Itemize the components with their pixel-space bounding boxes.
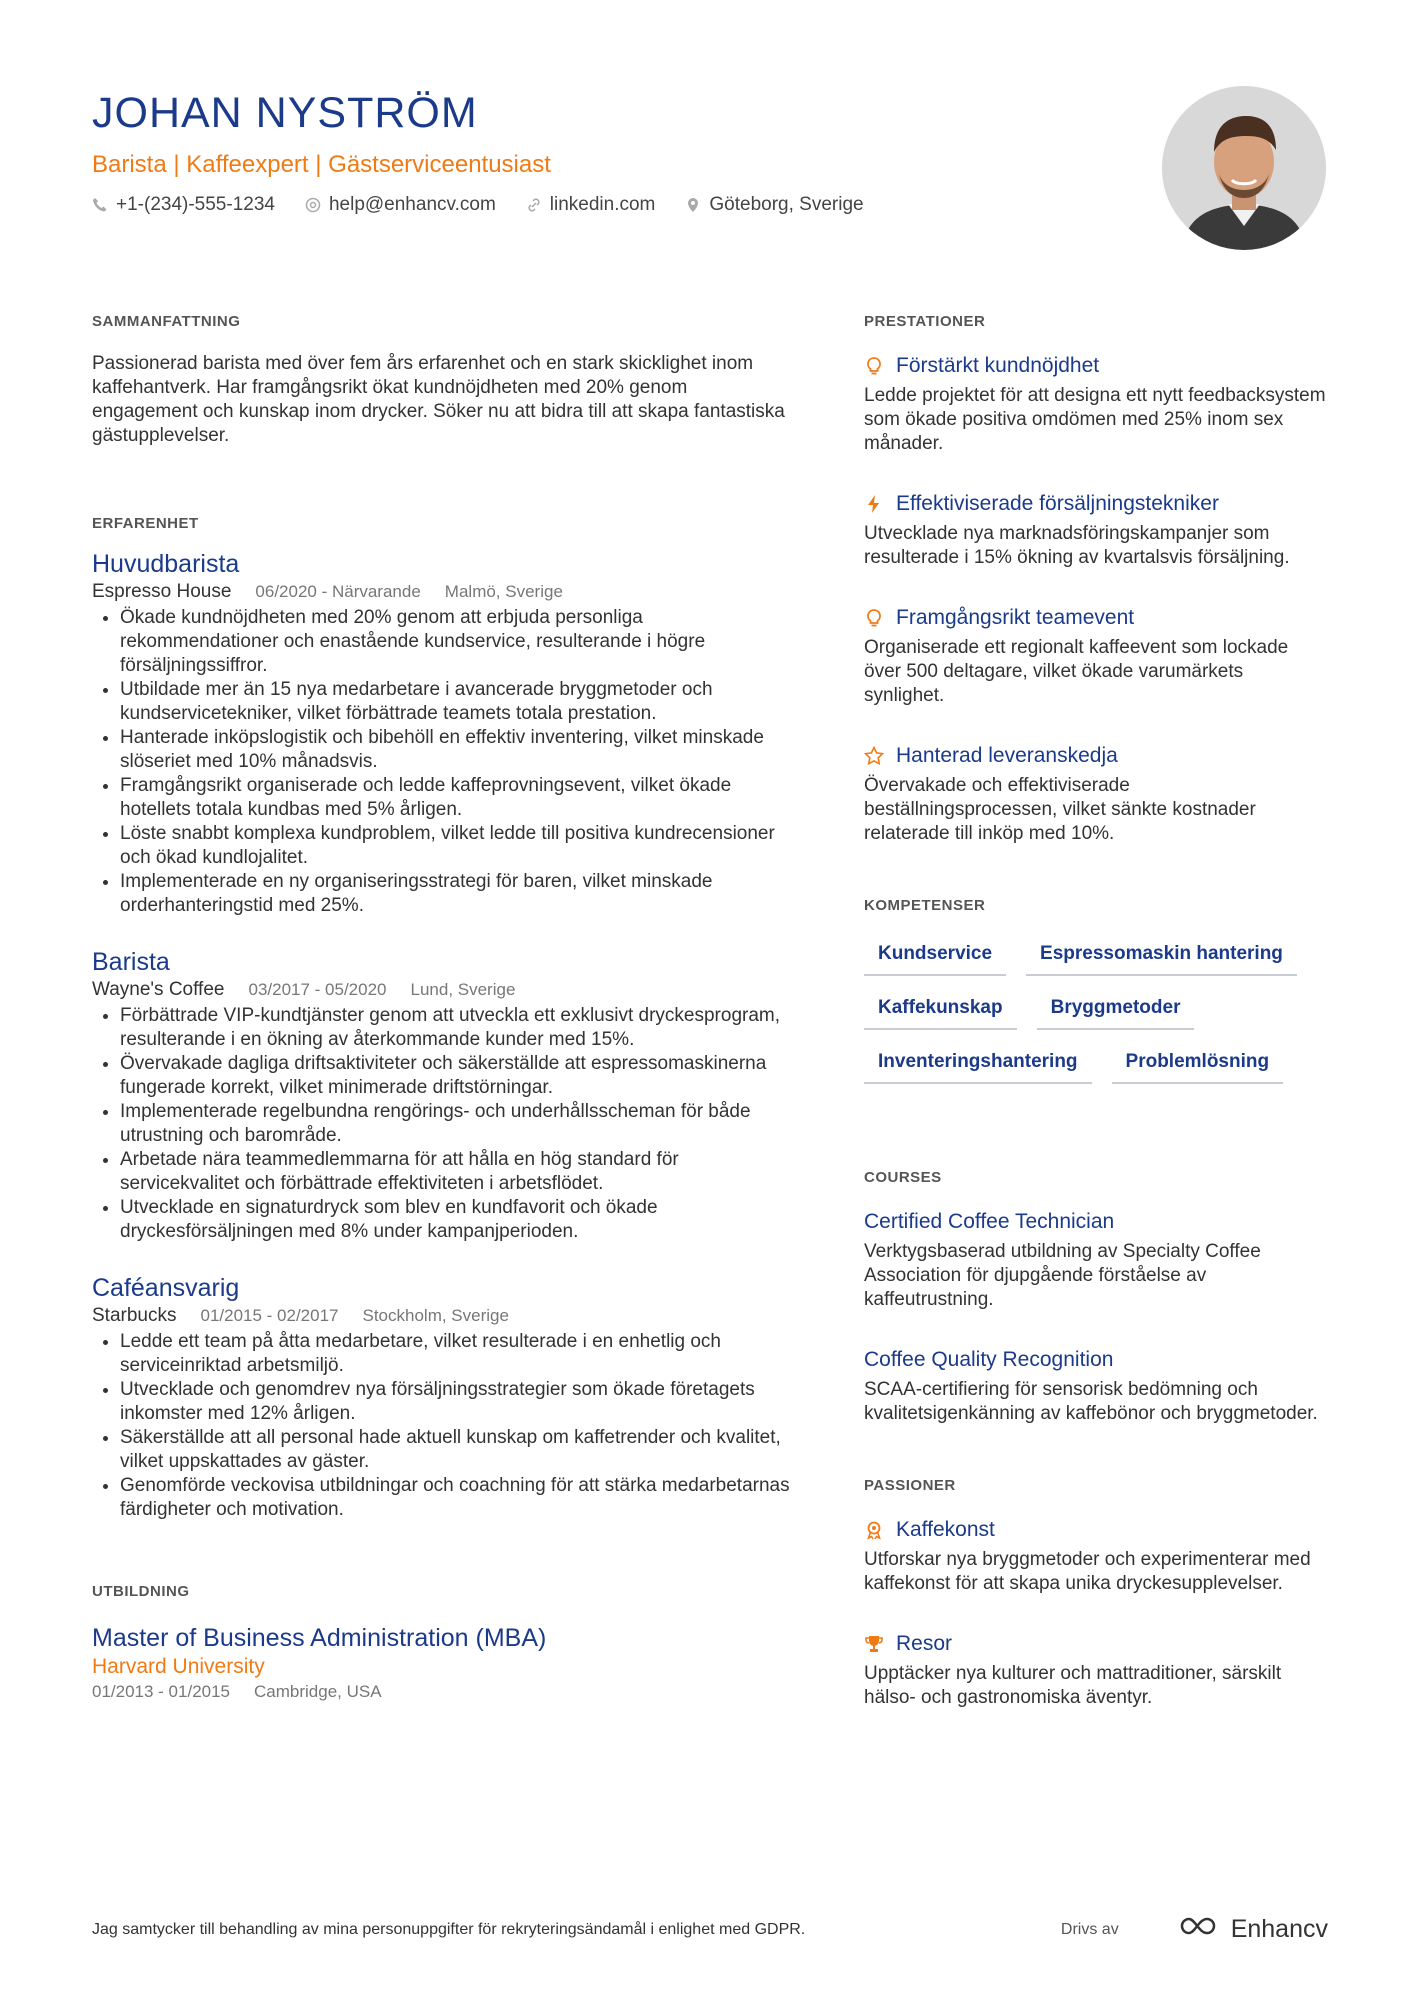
skills-title: KOMPETENSER bbox=[864, 897, 986, 914]
job-dates: 01/2015 - 02/2017 bbox=[200, 1306, 339, 1325]
powered-by-label: Drivs av bbox=[1060, 1920, 1119, 1938]
infinity-logo-icon bbox=[1177, 1914, 1223, 1945]
job-entry bbox=[92, 548, 792, 918]
job-bullets bbox=[92, 1004, 792, 1244]
job-bullets bbox=[92, 1330, 792, 1522]
job-title: Huvudbarista bbox=[92, 550, 240, 578]
passions-title: PASSIONER bbox=[864, 1477, 956, 1494]
achievement-title: Effektiviserade försäljningstekniker bbox=[896, 492, 1219, 515]
edu-dates: 01/2013 - 01/2015 bbox=[92, 1682, 231, 1701]
job-title: Caféansvarig bbox=[92, 1274, 240, 1302]
resume-header bbox=[92, 88, 1142, 218]
job-title: Barista bbox=[92, 948, 170, 976]
job-bullet: • Löste snabbt komplexa kundproblem, vilket ledde till positiva kundrecensioner och ökad kundlojalitet. bbox=[120, 822, 792, 870]
lightbulb-icon bbox=[864, 356, 884, 376]
achievement-desc: Organiserade ett regionalt kaffeevent som lockade över 500 deltagare, vilket ökade varumärkets synlighet. bbox=[864, 637, 1289, 706]
brand-name: Enhancv bbox=[1230, 1915, 1328, 1943]
lightning-icon bbox=[864, 494, 884, 514]
job-location: Lund, Sverige bbox=[410, 980, 516, 999]
candidate-subtitle: Barista | Kaffeexpert | Gästserviceentusiast bbox=[92, 151, 551, 178]
job-meta bbox=[92, 978, 792, 1002]
job-bullet: • Arbetade nära teammedlemmarna för att hålla en hög standard för servicekvalitet och förbättrade effektiviteten i arbetsflödet. bbox=[120, 1148, 792, 1196]
achievement-header bbox=[864, 604, 1326, 632]
education-title: UTBILDNING bbox=[92, 1583, 190, 1600]
job-meta bbox=[92, 1304, 792, 1328]
email-text: help@enhancv.com bbox=[328, 194, 496, 215]
contact-phone[interactable] bbox=[92, 192, 275, 218]
achievements-section bbox=[864, 312, 1326, 846]
job-bullet: • Utbildade mer än 15 nya medarbetare i avancerade bryggmetoder och kundservicetekniker, vilket förbättrade teamets totala prestation. bbox=[120, 678, 792, 726]
course-desc: Verktygsbaserad utbildning av Specialty Coffee Association för djupgående förståelse av kaffeutrustning. bbox=[864, 1241, 1261, 1310]
gdpr-consent: Jag samtycker till behandling av mina personuppgifter för rekryteringsändamål i enlighet med GDPR. bbox=[92, 1920, 806, 1938]
summary-section bbox=[92, 312, 792, 448]
achievement-title: Hanterad leveranskedja bbox=[896, 744, 1118, 767]
summary-title: SAMMANFATTNING bbox=[92, 313, 241, 330]
skills-list bbox=[864, 936, 1326, 1084]
passion-title: Kaffekonst bbox=[896, 1518, 995, 1541]
course-title: Certified Coffee Technician bbox=[864, 1210, 1115, 1233]
job-meta bbox=[92, 580, 792, 604]
job-company: Starbucks bbox=[92, 1305, 177, 1326]
passion-header bbox=[864, 1630, 1326, 1658]
skills-section bbox=[864, 896, 1326, 1084]
passion-desc: Upptäcker nya kulturer och mattraditioner, särskilt hälso- och gastronomiska äventyr. bbox=[864, 1663, 1282, 1708]
contact-location bbox=[685, 192, 863, 218]
trophy-icon bbox=[864, 1634, 884, 1654]
passions-section bbox=[864, 1476, 1326, 1710]
skill-tag: Kundservice bbox=[864, 936, 1006, 976]
passion-item bbox=[864, 1630, 1326, 1710]
job-bullet: • Övervakade dagliga driftsaktiviteter och säkerställde att espressomaskinerna fungerade korrekt, vilket minimerade driftstörningar. bbox=[120, 1052, 792, 1100]
achievement-header bbox=[864, 352, 1326, 380]
course-item bbox=[864, 1208, 1326, 1312]
star-icon bbox=[864, 746, 884, 766]
location-text: Göteborg, Sverige bbox=[709, 194, 864, 215]
location-pin-icon bbox=[685, 197, 701, 213]
candidate-name: JOHAN NYSTRÖM bbox=[92, 89, 478, 137]
achievement-desc: Övervakade och effektiviserade beställningsprocessen, vilket sänkte kostnader relaterade till inköp med 10%. bbox=[864, 775, 1256, 844]
job-bullet: • Hanterade inköpslogistik och bibehöll en effektiv inventering, vilket minskade slöseriet med 10% månadsvis. bbox=[120, 726, 792, 774]
job-bullet: • Genomförde veckovisa utbildningar och coachning för att stärka medarbetarnas färdigheter och motivation. bbox=[120, 1474, 792, 1522]
link-icon bbox=[526, 197, 542, 213]
passion-desc: Utforskar nya bryggmetoder och experimenterar med kaffekonst för att skapa unika dryckesupplevelser. bbox=[864, 1549, 1311, 1594]
award-medal-icon bbox=[864, 1520, 884, 1540]
job-bullet: • Framgångsrikt organiserade och ledde kaffeprovningsevent, vilket ökade hotellets totala kundbas med 5% årligen. bbox=[120, 774, 792, 822]
achievement-item bbox=[864, 490, 1326, 570]
education-section bbox=[92, 1582, 792, 1704]
brand-logo[interactable] bbox=[1177, 1914, 1328, 1945]
contact-row bbox=[92, 192, 1142, 218]
job-location: Malmö, Sverige bbox=[444, 582, 563, 601]
skill-tag: Kaffekunskap bbox=[864, 990, 1017, 1030]
passion-header bbox=[864, 1516, 1326, 1544]
achievement-item bbox=[864, 742, 1326, 846]
achievement-title: Förstärkt kundnöjdhet bbox=[896, 354, 1100, 377]
job-bullet: • Säkerställde att all personal hade aktuell kunskap om kaffetrender och kvalitet, vilket uppskattades av gäster. bbox=[120, 1426, 792, 1474]
achievement-item bbox=[864, 352, 1326, 456]
job-bullet: • Implementerade regelbundna rengörings- och underhållsscheman för både utrustning och barområde. bbox=[120, 1100, 792, 1148]
contact-linkedin[interactable] bbox=[526, 192, 656, 218]
achievement-header bbox=[864, 490, 1326, 518]
edu-meta bbox=[92, 1680, 792, 1704]
skill-tag: Inventeringshantering bbox=[864, 1044, 1092, 1084]
job-bullet: • Utvecklade en signaturdryck som blev en kundfavorit och ökade dryckesförsäljningen med 8% under kampanjperioden. bbox=[120, 1196, 792, 1244]
edu-location: Cambridge, USA bbox=[254, 1682, 382, 1701]
achievement-desc: Utvecklade nya marknadsföringskampanjer som resulterade i 15% ökning av kvartalsvis försäljning. bbox=[864, 523, 1290, 568]
left-column bbox=[92, 312, 792, 1704]
skill-tag: Espressomaskin hantering bbox=[1026, 936, 1297, 976]
skill-tag: Bryggmetoder bbox=[1037, 990, 1195, 1030]
job-dates: 03/2017 - 05/2020 bbox=[248, 980, 387, 999]
achievements-title: PRESTATIONER bbox=[864, 313, 986, 330]
edu-degree: Master of Business Administration (MBA) bbox=[92, 1624, 547, 1652]
summary-text: Passionerad barista med över fem års erfarenhet och en stark skicklighet inom kaffehantverk. Har framgångsrikt ökat kundnöjdheten med 20% genom engagement och kunskap inom drycker. Söker nu att bidra till att skapa fantastiska gästupplevelser. bbox=[92, 353, 785, 446]
passion-item bbox=[864, 1516, 1326, 1596]
course-title: Coffee Quality Recognition bbox=[864, 1348, 1114, 1371]
courses-section bbox=[864, 1168, 1326, 1426]
right-column bbox=[864, 312, 1326, 1744]
job-dates: 06/2020 - Närvarande bbox=[255, 582, 421, 601]
edu-school: Harvard University bbox=[92, 1655, 265, 1678]
linkedin-text: linkedin.com bbox=[549, 194, 656, 215]
job-bullets bbox=[92, 606, 792, 918]
footer bbox=[92, 1914, 1328, 1945]
achievement-header bbox=[864, 742, 1326, 770]
achievement-item bbox=[864, 604, 1326, 708]
job-bullet: • Ledde ett team på åtta medarbetare, vilket resulterade i en enhetlig och serviceinriktad arbetsmiljö. bbox=[120, 1330, 792, 1378]
course-desc: SCAA-certifiering för sensorisk bedömning och kvalitetsigenkänning av kaffebönor och bryggmetoder. bbox=[864, 1379, 1318, 1424]
achievement-desc: Ledde projektet för att designa ett nytt feedbacksystem som ökade positiva omdömen med 25% inom sex månader. bbox=[864, 385, 1326, 454]
phone-text: +1-(234)-555-1234 bbox=[116, 194, 275, 215]
job-entry bbox=[92, 1272, 792, 1522]
job-location: Stockholm, Sverige bbox=[362, 1306, 509, 1325]
phone-icon bbox=[92, 197, 108, 213]
course-item bbox=[864, 1346, 1326, 1426]
job-bullet: • Implementerade en ny organiseringsstrategi för baren, vilket minskade orderhanteringstid med 25%. bbox=[120, 870, 792, 918]
job-company: Espresso House bbox=[92, 581, 232, 602]
contact-email[interactable] bbox=[305, 192, 496, 218]
experience-section bbox=[92, 514, 792, 1522]
job-bullet: • Utvecklade och genomdrev nya försäljningsstrategier som ökade företagets inkomster med 12% årligen. bbox=[120, 1378, 792, 1426]
job-company: Wayne's Coffee bbox=[92, 979, 225, 1000]
job-bullet: • Ökade kundnöjdheten med 20% genom att erbjuda personliga rekommendationer och enastående kundservice, resulterande i högre försäljningssiffror. bbox=[120, 606, 792, 678]
lightbulb-icon bbox=[864, 608, 884, 628]
courses-title: COURSES bbox=[864, 1169, 942, 1186]
skill-tag: Problemlösning bbox=[1112, 1044, 1284, 1084]
at-icon bbox=[305, 197, 321, 213]
passion-title: Resor bbox=[896, 1632, 953, 1655]
job-bullet: • Förbättrade VIP-kundtjänster genom att utveckla ett exklusivt dryckesprogram, resulterande i en ökning av återkommande kunder med 15%. bbox=[120, 1004, 792, 1052]
achievement-title: Framgångsrikt teamevent bbox=[896, 606, 1135, 629]
job-entry bbox=[92, 946, 792, 1244]
experience-title: ERFARENHET bbox=[92, 515, 199, 532]
profile-photo bbox=[1162, 86, 1326, 250]
